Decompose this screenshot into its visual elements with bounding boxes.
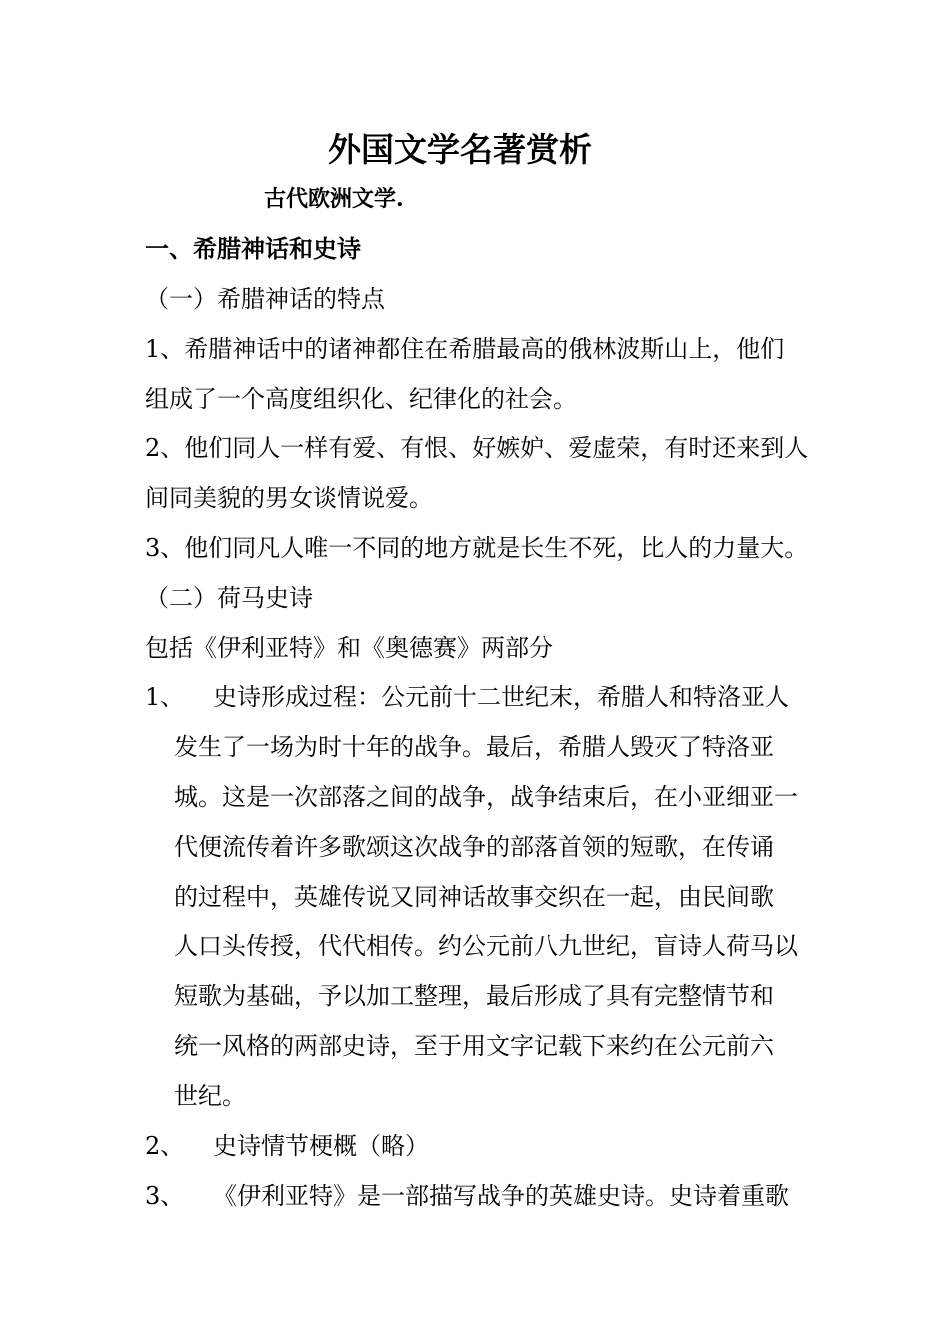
subsection-heading-myth-features: （一）希腊神话的特点 — [145, 285, 385, 313]
list-item-line: 统一风格的两部史诗，至于用文字记载下来约在公元前六 — [174, 1032, 774, 1060]
list-item-line: 世纪。 — [174, 1082, 246, 1110]
paragraph-intro: 包括《伊利亚特》和《奥德赛》两部分 — [145, 634, 553, 662]
paragraph-line: 1、希腊神话中的诸神都住在希腊最高的俄林波斯山上，他们 — [145, 335, 785, 363]
list-item-line: 的过程中，英雄传说又同神话故事交织在一起，由民间歌 — [174, 883, 774, 911]
list-item-line: 城。这是一次部落之间的战争，战争结束后，在小亚细亚一 — [174, 783, 798, 811]
document-subtitle: 古代欧洲文学. — [264, 186, 404, 212]
list-item-number: 1、 — [145, 683, 185, 711]
paragraph-line: 3、他们同凡人唯一不同的地方就是长生不死，比人的力量大。 — [145, 534, 809, 562]
document-title: 外国文学名著赏析 — [328, 130, 592, 169]
paragraph-line: 组成了一个高度组织化、纪律化的社会。 — [145, 385, 577, 413]
list-item-line: 史诗情节梗概（略） — [213, 1132, 429, 1160]
paragraph-line: 间同美貌的男女谈情说爱。 — [145, 484, 433, 512]
section-heading-greek-myths-epics: 一、希腊神话和史诗 — [145, 234, 361, 263]
list-item-line: 发生了一场为时十年的战争。最后，希腊人毁灭了特洛亚 — [174, 733, 774, 761]
paragraph-line: 2、他们同人一样有爱、有恨、好嫉妒、爱虚荣，有时还来到人 — [145, 434, 809, 462]
list-item-number: 3、 — [145, 1182, 185, 1210]
list-item-line: 代便流传着许多歌颂这次战争的部落首领的短歌，在传诵 — [174, 833, 774, 861]
list-item-line: 史诗形成过程：公元前十二世纪末，希腊人和特洛亚人 — [213, 683, 789, 711]
list-item-line: 人口头传授，代代相传。约公元前八九世纪，盲诗人荷马以 — [174, 932, 798, 960]
subsection-heading-homer-epics: （二）荷马史诗 — [145, 584, 313, 612]
list-item-number: 2、 — [145, 1132, 185, 1160]
list-item-line: 短歌为基础，予以加工整理，最后形成了具有完整情节和 — [174, 982, 774, 1010]
list-item-line: 《伊利亚特》是一部描写战争的英雄史诗。史诗着重歌 — [213, 1182, 789, 1210]
